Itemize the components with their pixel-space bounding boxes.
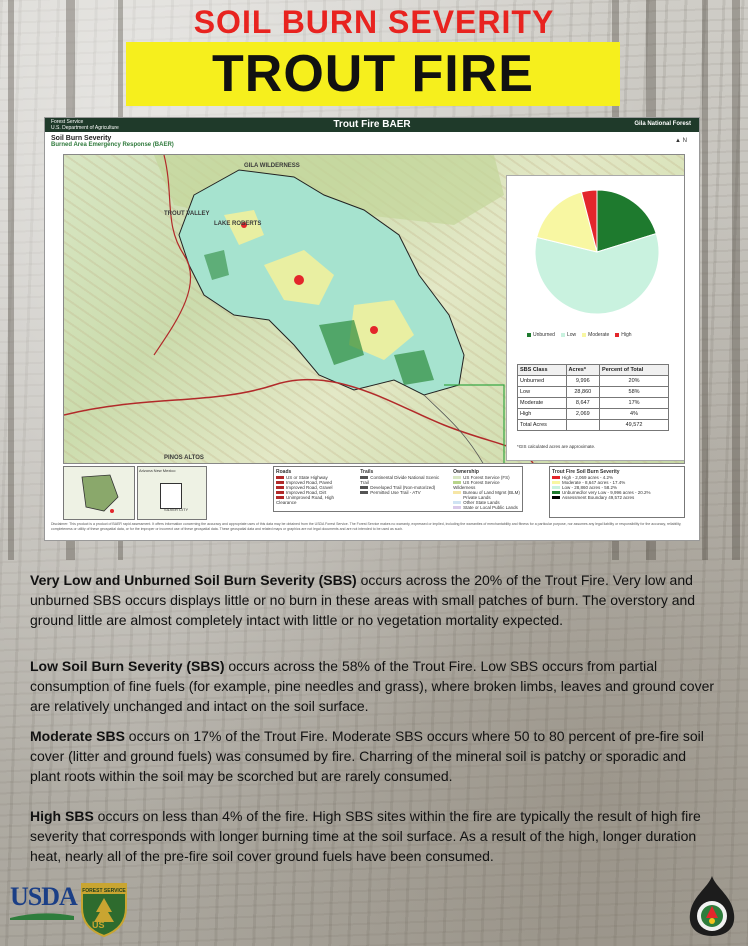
table-cell: [566, 420, 600, 431]
map-title: Soil Burn Severity: [51, 135, 112, 142]
map-label-pinos-altos: PINOS ALTOS: [164, 455, 204, 461]
title-band: [126, 42, 620, 106]
forest-service-shield-icon: [78, 878, 130, 938]
map-legend: Roads US or State Highway Improved Road, Paved Improved Road, Gravel Improved Road, Dirt Unimproved Road, High Clearance Trails Continental Divide National Scenic Trail Developed Trail (Non-motorized) Permitted Use Trail - ATV Ownership US Forest Service (FS) US Forest Service Wilderness Bureau of Land Mgmt (BLM) Private Lands Other State Lands State or Local Public Lands: [273, 466, 523, 512]
legend-item: Improved Road, Paved: [276, 480, 352, 485]
table-cell: 20%: [600, 376, 669, 387]
baer-logo-icon: [682, 874, 742, 938]
severity-map: [63, 154, 685, 464]
legend-item: Low - 28,860 acres - 58.2%: [552, 485, 682, 490]
north-arrow-icon: ▲ N: [675, 138, 687, 144]
forest-name: Gila National Forest: [634, 121, 691, 127]
poster-banner: [45, 118, 699, 132]
legend-item: Continental Divide National Scenic Trail: [360, 475, 440, 485]
sbs-table: [517, 364, 669, 431]
sbs-table-heading: Percent of Total: [600, 365, 669, 376]
pie-legend-item: Low: [561, 332, 576, 338]
map-label-lake-roberts: LAKE ROBERTS: [214, 221, 262, 227]
table-cell: High: [518, 409, 567, 420]
page-title: SOIL BURN SEVERITY: [193, 4, 555, 40]
legend-item: Other State Lands: [453, 500, 520, 505]
paragraph-unburned: Very Low and Unburned Soil Burn Severity (SBS) occurs across the 20% of the Trout Fire. Very low and unburned SBS occurs displays little or no burn in these areas with small patches of burn. The overstory and ground little are almost completely intact with little or no vegetation mortality expected.: [30, 572, 696, 628]
table-row: [518, 420, 669, 431]
paragraph-high: High SBS occurs on less than 4% of the fire. High SBS sites within the fire are typically the result of high fire severity that corresponds with longer burning time at the soil surface. As a result of the high, longer duration heat, nearly all of the pre-fire soil cover ground fuels have been consumed.: [30, 808, 701, 864]
svg-text:FOREST SERVICE: FOREST SERVICE: [82, 888, 126, 894]
legend-item: State or Local Public Lands: [453, 505, 520, 510]
table-cell: 49,572: [600, 420, 669, 431]
map-label-trout-valley: TROUT VALLEY: [164, 211, 210, 217]
table-cell: 28,860: [566, 387, 600, 398]
legend-item: US Forest Service Wilderness: [453, 480, 500, 490]
disclaimer-text: Disclaimer: This product is a product of BAER rapid assessment. It offers information concerning the accuracy and appropriate uses of this data may be obtained from the USDA Forest Service. The Forest Service makes no warranty, expressed or implied, including the warranties of merchantability and fitness for a particular purpose, nor assumes any legal liability or responsibility for the accuracy, reliability, completeness or utility of these geospatial data, or for the improper or incorrect use of these geospatial data. These geospatial data and related maps or graphics are not legal documents and are not intended to be used as such.: [51, 522, 682, 531]
table-cell: Total Acres: [518, 420, 567, 431]
pie-legend-item: High: [615, 332, 631, 338]
pie-legend: [527, 332, 632, 338]
map-label-wilderness: GILA WILDERNESS: [244, 163, 300, 169]
legend-item: Private Lands: [453, 495, 520, 500]
table-row: [518, 376, 669, 387]
vicinity-map: [63, 466, 135, 520]
map-heading: [51, 135, 174, 148]
state-inset-map: Arizona New Mexico SILVER CITY: [137, 466, 207, 520]
sbs-table-header: [518, 365, 669, 376]
table-row: [518, 409, 669, 420]
poster-title: Trout Fire BAER: [333, 119, 411, 130]
legend-item: Bureau of Land Mgmt (BLM): [453, 490, 520, 495]
legend-item: US or State Highway: [276, 475, 352, 480]
legend-item: Unburned/or very Low - 9,996 acres - 20.2%: [552, 490, 682, 495]
pie-chart-panel: [506, 175, 685, 461]
fire-name: TROUT FIRE: [212, 45, 534, 103]
paragraph-low: Low Soil Burn Severity (SBS) occurs across the 58% of the Trout Fire. Low SBS occurs from partial consumption of fine fuels (for example, pine needles and grass), where broken limbs, leaves and ground cover are relatively unchanged and intact on the soil surface.: [30, 658, 715, 714]
high-patch: [294, 275, 304, 285]
legend-item: Developed Trail (Non-motorized): [360, 485, 445, 490]
legend-item: Permitted Use Trail - ATV: [360, 490, 445, 495]
svg-text:US: US: [92, 920, 105, 930]
legend-item: Improved Road, Dirt: [276, 490, 352, 495]
legend-item: Assessment Boundary 49,572 acres: [552, 495, 682, 500]
paragraph-moderate: Moderate SBS occurs on 17% of the Trout Fire. Moderate SBS occurs where 50 to 80 percent of pre-fire soil cover (litter and ground fuels) was consumed by fire. Charring of the mineral soil is patchy or sporadic and plant roots within the soil may be scorched but are rarely consumed.: [30, 728, 704, 784]
pie-chart: [507, 176, 685, 326]
agency-name: Forest Service U.S. Department of Agriculture: [51, 119, 119, 131]
table-cell: Low: [518, 387, 567, 398]
legend-item: US Forest Service (FS): [453, 475, 520, 480]
sbs-table-note: *GIS calculated acres are approximate.: [517, 444, 596, 449]
table-cell: 58%: [600, 387, 669, 398]
table-row: [518, 398, 669, 409]
legend-item: Unimproved Road, High Clearance: [276, 495, 335, 505]
sbs-table-heading: SBS Class: [518, 365, 567, 376]
table-cell: 9,996: [566, 376, 600, 387]
highway-road: [64, 380, 534, 464]
table-row: [518, 387, 669, 398]
usda-logo: USDA: [10, 882, 74, 922]
table-cell: 17%: [600, 398, 669, 409]
pie-legend-item: Moderate: [582, 332, 609, 338]
legend-item: Moderate - 8,647 acres - 17.4%: [552, 480, 682, 485]
table-cell: 4%: [600, 409, 669, 420]
table-cell: 2,069: [566, 409, 600, 420]
legend-item: Improved Road, Gravel: [276, 485, 352, 490]
legend-item: High - 2,069 acres - 4.2%: [552, 475, 682, 480]
map-poster: [44, 117, 700, 541]
pie-legend-item: Unburned: [527, 332, 555, 338]
table-cell: 8,647: [566, 398, 600, 409]
high-patch: [370, 326, 378, 334]
table-cell: Unburned: [518, 376, 567, 387]
sbs-table-heading: Acres*: [566, 365, 600, 376]
table-cell: Moderate: [518, 398, 567, 409]
sbs-legend: Trout Fire Soil Burn Severity High - 2,069 acres - 4.2% Moderate - 8,647 acres - 17.4% Low - 28,860 acres - 58.2% Unburned/or very Low - 9,996 acres - 20.2% Assessment Boundary 49,572 acres: [549, 466, 685, 518]
map-subtitle: Burned Area Emergency Response (BAER): [51, 142, 174, 148]
ownership-boundary: [444, 385, 504, 464]
legend-strip: [63, 466, 685, 520]
